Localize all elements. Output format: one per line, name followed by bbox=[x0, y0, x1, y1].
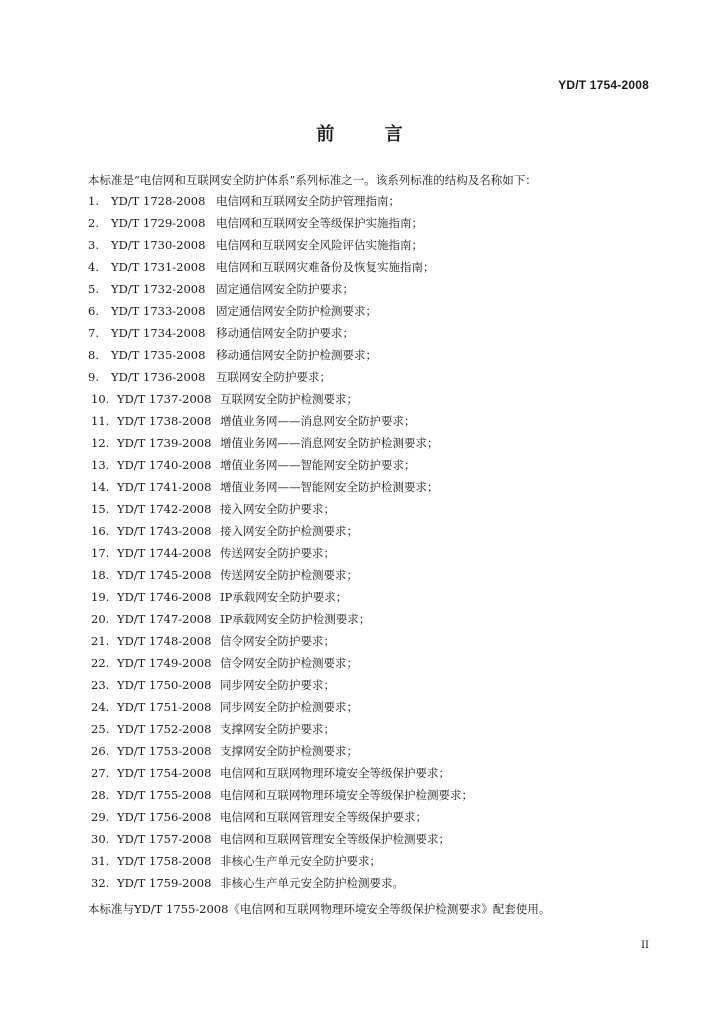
list-item bbox=[0, 259, 719, 281]
item-standard-code: YD/T 1759-2008 bbox=[117, 876, 212, 890]
list-item bbox=[0, 809, 719, 831]
item-standard-name: 移动通信网安全防护要求； bbox=[216, 326, 354, 340]
item-standard-code: YD/T 1751-2008 bbox=[117, 700, 212, 714]
item-standard-code: YD/T 1728-2008 bbox=[111, 194, 206, 208]
item-standard-name: 电信网和互联网灾难备份及恢复实施指南； bbox=[216, 260, 435, 274]
item-standard-name: 信令网安全防护检测要求； bbox=[220, 656, 358, 670]
list-item bbox=[0, 435, 719, 457]
item-standard-name: 传送网安全防护检测要求； bbox=[220, 568, 358, 582]
item-standard-code: YD/T 1756-2008 bbox=[117, 810, 212, 824]
item-number: 4. bbox=[88, 260, 99, 274]
item-standard-name: 接入网安全防护要求； bbox=[220, 502, 335, 516]
item-number: 28. bbox=[91, 788, 110, 802]
list-item bbox=[0, 655, 719, 677]
item-number: 32. bbox=[91, 876, 110, 890]
item-standard-name: 支撑网安全防护检测要求； bbox=[220, 744, 358, 758]
list-item bbox=[0, 589, 719, 611]
item-number: 6. bbox=[88, 304, 99, 318]
item-number: 22. bbox=[91, 656, 110, 670]
item-number: 21. bbox=[91, 634, 110, 648]
item-standard-code: YD/T 1743-2008 bbox=[117, 524, 212, 538]
item-standard-name: IP承载网安全防护检测要求； bbox=[220, 612, 371, 626]
item-number: 25. bbox=[91, 722, 110, 736]
item-number: 12. bbox=[91, 436, 110, 450]
list-item bbox=[0, 501, 719, 523]
list-item bbox=[0, 721, 719, 743]
item-standard-code: YD/T 1738-2008 bbox=[117, 414, 212, 428]
item-standard-name: 电信网和互联网物理环境安全等级保护检测要求； bbox=[220, 788, 473, 802]
item-standard-code: YD/T 1732-2008 bbox=[111, 282, 206, 296]
item-number: 7. bbox=[88, 326, 99, 340]
list-item bbox=[0, 567, 719, 589]
item-standard-code: YD/T 1733-2008 bbox=[111, 304, 206, 318]
list-item bbox=[0, 303, 719, 325]
item-standard-name: 同步网安全防护要求； bbox=[220, 678, 335, 692]
standard-code: YD/T 1754-2008 bbox=[558, 78, 649, 92]
item-number: 23. bbox=[91, 678, 110, 692]
list-item bbox=[0, 611, 719, 633]
item-standard-name: 固定通信网安全防护要求； bbox=[216, 282, 354, 296]
item-standard-code: YD/T 1745-2008 bbox=[117, 568, 212, 582]
item-standard-code: YD/T 1750-2008 bbox=[117, 678, 212, 692]
item-standard-name: 支撑网安全防护要求； bbox=[220, 722, 335, 736]
item-number: 10. bbox=[91, 392, 110, 406]
item-standard-code: YD/T 1747-2008 bbox=[117, 612, 212, 626]
list-item bbox=[0, 787, 719, 809]
list-item bbox=[0, 413, 719, 435]
item-standard-name: IP承载网安全防护要求； bbox=[220, 590, 348, 604]
list-item bbox=[0, 743, 719, 765]
item-standard-name: 同步网安全防护检测要求； bbox=[220, 700, 358, 714]
item-number: 5. bbox=[88, 282, 99, 296]
item-standard-name: 移动通信网安全防护检测要求； bbox=[216, 348, 377, 362]
list-item bbox=[0, 633, 719, 655]
item-number: 29. bbox=[91, 810, 110, 824]
standards-list bbox=[0, 193, 719, 897]
item-standard-code: YD/T 1735-2008 bbox=[111, 348, 206, 362]
list-item bbox=[0, 457, 719, 479]
footer-note: 本标准与YD/T 1755-2008《电信网和互联网物理环境安全等级保护检测要求》配套使用。 bbox=[88, 902, 551, 916]
item-standard-code: YD/T 1757-2008 bbox=[117, 832, 212, 846]
item-standard-code: YD/T 1753-2008 bbox=[117, 744, 212, 758]
item-standard-code: YD/T 1746-2008 bbox=[117, 590, 212, 604]
page-number: II bbox=[641, 940, 649, 951]
list-item bbox=[0, 391, 719, 413]
item-number: 15. bbox=[91, 502, 110, 516]
list-item bbox=[0, 215, 719, 237]
item-standard-code: YD/T 1754-2008 bbox=[117, 766, 212, 780]
item-standard-code: YD/T 1737-2008 bbox=[117, 392, 212, 406]
list-item bbox=[0, 545, 719, 567]
list-item bbox=[0, 523, 719, 545]
item-number: 9. bbox=[88, 370, 99, 384]
item-standard-name: 非核心生产单元安全防护要求； bbox=[220, 854, 381, 868]
item-standard-code: YD/T 1740-2008 bbox=[117, 458, 212, 472]
item-standard-code: YD/T 1748-2008 bbox=[117, 634, 212, 648]
item-standard-code: YD/T 1752-2008 bbox=[117, 722, 212, 736]
item-number: 13. bbox=[91, 458, 110, 472]
item-standard-name: 互联网安全防护要求； bbox=[216, 370, 331, 384]
item-standard-name: 增值业务网——消息网安全防护要求； bbox=[220, 414, 416, 428]
item-standard-code: YD/T 1734-2008 bbox=[111, 326, 206, 340]
list-item bbox=[0, 193, 719, 215]
item-standard-code: YD/T 1755-2008 bbox=[117, 788, 212, 802]
intro-paragraph: 本标准是“电信网和互联网安全防护体系”系列标准之一。该系列标准的结构及名称如下： bbox=[88, 173, 537, 187]
item-standard-name: 电信网和互联网安全风险评估实施指南； bbox=[216, 238, 423, 252]
item-standard-code: YD/T 1749-2008 bbox=[117, 656, 212, 670]
item-standard-code: YD/T 1730-2008 bbox=[111, 238, 206, 252]
item-standard-code: YD/T 1729-2008 bbox=[111, 216, 206, 230]
item-number: 17. bbox=[91, 546, 110, 560]
list-item bbox=[0, 765, 719, 787]
item-standard-name: 信令网安全防护要求； bbox=[220, 634, 335, 648]
list-item bbox=[0, 237, 719, 259]
item-standard-code: YD/T 1731-2008 bbox=[111, 260, 206, 274]
list-item bbox=[0, 281, 719, 303]
list-item bbox=[0, 875, 719, 897]
item-standard-name: 电信网和互联网物理环境安全等级保护要求； bbox=[220, 766, 450, 780]
list-item bbox=[0, 369, 719, 391]
item-standard-name: 增值业务网——智能网安全防护检测要求； bbox=[220, 480, 439, 494]
item-number: 20. bbox=[91, 612, 110, 626]
item-number: 8. bbox=[88, 348, 99, 362]
item-number: 2. bbox=[88, 216, 99, 230]
item-standard-name: 电信网和互联网管理安全等级保护要求； bbox=[220, 810, 427, 824]
item-standard-name: 电信网和互联网安全防护管理指南； bbox=[216, 194, 400, 208]
list-item bbox=[0, 347, 719, 369]
item-number: 19. bbox=[91, 590, 110, 604]
item-standard-name: 电信网和互联网管理安全等级保护检测要求； bbox=[220, 832, 450, 846]
list-item bbox=[0, 325, 719, 347]
item-standard-code: YD/T 1741-2008 bbox=[117, 480, 212, 494]
item-number: 24. bbox=[91, 700, 110, 714]
list-item bbox=[0, 831, 719, 853]
item-standard-name: 增值业务网——智能网安全防护要求； bbox=[220, 458, 416, 472]
page-title: 前 言 bbox=[316, 124, 425, 145]
item-number: 11. bbox=[91, 414, 110, 428]
item-standard-name: 固定通信网安全防护检测要求； bbox=[216, 304, 377, 318]
item-standard-code: YD/T 1744-2008 bbox=[117, 546, 212, 560]
list-item bbox=[0, 677, 719, 699]
item-standard-name: 非核心生产单元安全防护检测要求。 bbox=[220, 876, 404, 890]
item-number: 14. bbox=[91, 480, 110, 494]
item-number: 31. bbox=[91, 854, 110, 868]
item-number: 1. bbox=[88, 194, 99, 208]
item-standard-name: 电信网和互联网安全等级保护实施指南； bbox=[216, 216, 423, 230]
item-standard-code: YD/T 1742-2008 bbox=[117, 502, 212, 516]
item-number: 16. bbox=[91, 524, 110, 538]
item-number: 27. bbox=[91, 766, 110, 780]
item-standard-code: YD/T 1736-2008 bbox=[111, 370, 206, 384]
item-standard-name: 互联网安全防护检测要求； bbox=[220, 392, 358, 406]
list-item bbox=[0, 853, 719, 875]
item-standard-code: YD/T 1739-2008 bbox=[117, 436, 212, 450]
item-standard-name: 增值业务网——消息网安全防护检测要求； bbox=[220, 436, 439, 450]
list-item bbox=[0, 479, 719, 501]
list-item bbox=[0, 699, 719, 721]
item-number: 18. bbox=[91, 568, 110, 582]
item-number: 3. bbox=[88, 238, 99, 252]
item-number: 26. bbox=[91, 744, 110, 758]
item-number: 30. bbox=[91, 832, 110, 846]
item-standard-name: 传送网安全防护要求； bbox=[220, 546, 335, 560]
item-standard-code: YD/T 1758-2008 bbox=[117, 854, 212, 868]
item-standard-name: 接入网安全防护检测要求； bbox=[220, 524, 358, 538]
